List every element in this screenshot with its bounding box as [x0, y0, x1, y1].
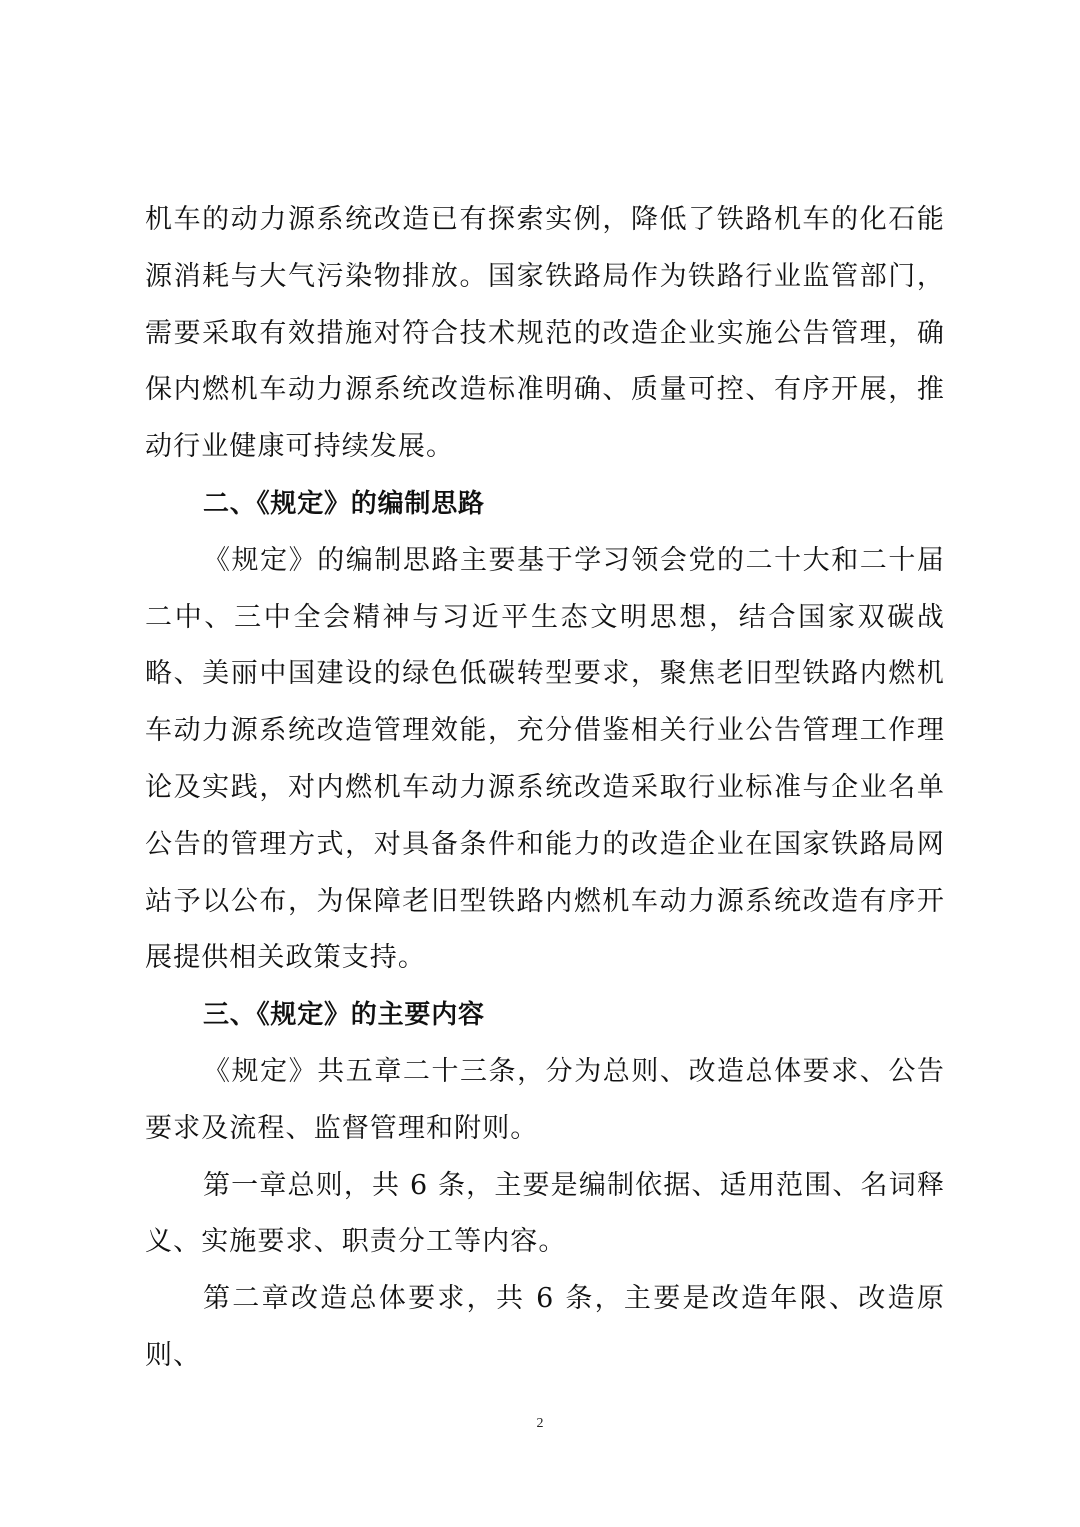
page-number: 2 — [536, 1416, 544, 1431]
page-content — [145, 192, 945, 1385]
section-heading-compilation-approach: 二、《规定》的编制思路 — [203, 488, 485, 519]
paragraph-chapter-one: 第一章总则，共 6 条，主要是编制依据、适用范围、名词释义、实施要求、职责分工等内容。 — [145, 1169, 945, 1258]
paragraph-intro-continued: 机车的动力源系统改造已有探索实例，降低了铁路机车的化石能源消耗与大气污染物排放。国家铁路局作为铁路行业监管部门，需要采取有效措施对符合技术规范的改造企业实施公告管理，确保内燃机车动力源系统改造标准明确、质量可控、有序开展，推动行业健康可持续发展。 — [145, 204, 945, 463]
section-heading-main-content: 三、《规定》的主要内容 — [203, 1000, 485, 1031]
paragraph-structure-overview: 《规定》共五章二十三条，分为总则、改造总体要求、公告要求及流程、监督管理和附则。 — [145, 1055, 945, 1144]
paragraph-compilation-approach: 《规定》的编制思路主要基于学习领会党的二十大和二十届二中、三中全会精神与习近平生态文明思想，结合国家双碳战略、美丽中国建设的绿色低碳转型要求，聚焦老旧型铁路内燃机车动力源系统改造管理效能，充分借鉴相关行业公告管理工作理论及实践，对内燃机车动力源系统改造采取行业标准与企业名单公告的管理方式，对具备条件和能力的改造企业在国家铁路局网站予以公布，为保障老旧型铁路内燃机车动力源系统改造有序开展提供相关政策支持。 — [145, 544, 945, 974]
paragraph-chapter-two: 第二章改造总体要求，共 6 条，主要是改造年限、改造原则、 — [145, 1283, 945, 1371]
